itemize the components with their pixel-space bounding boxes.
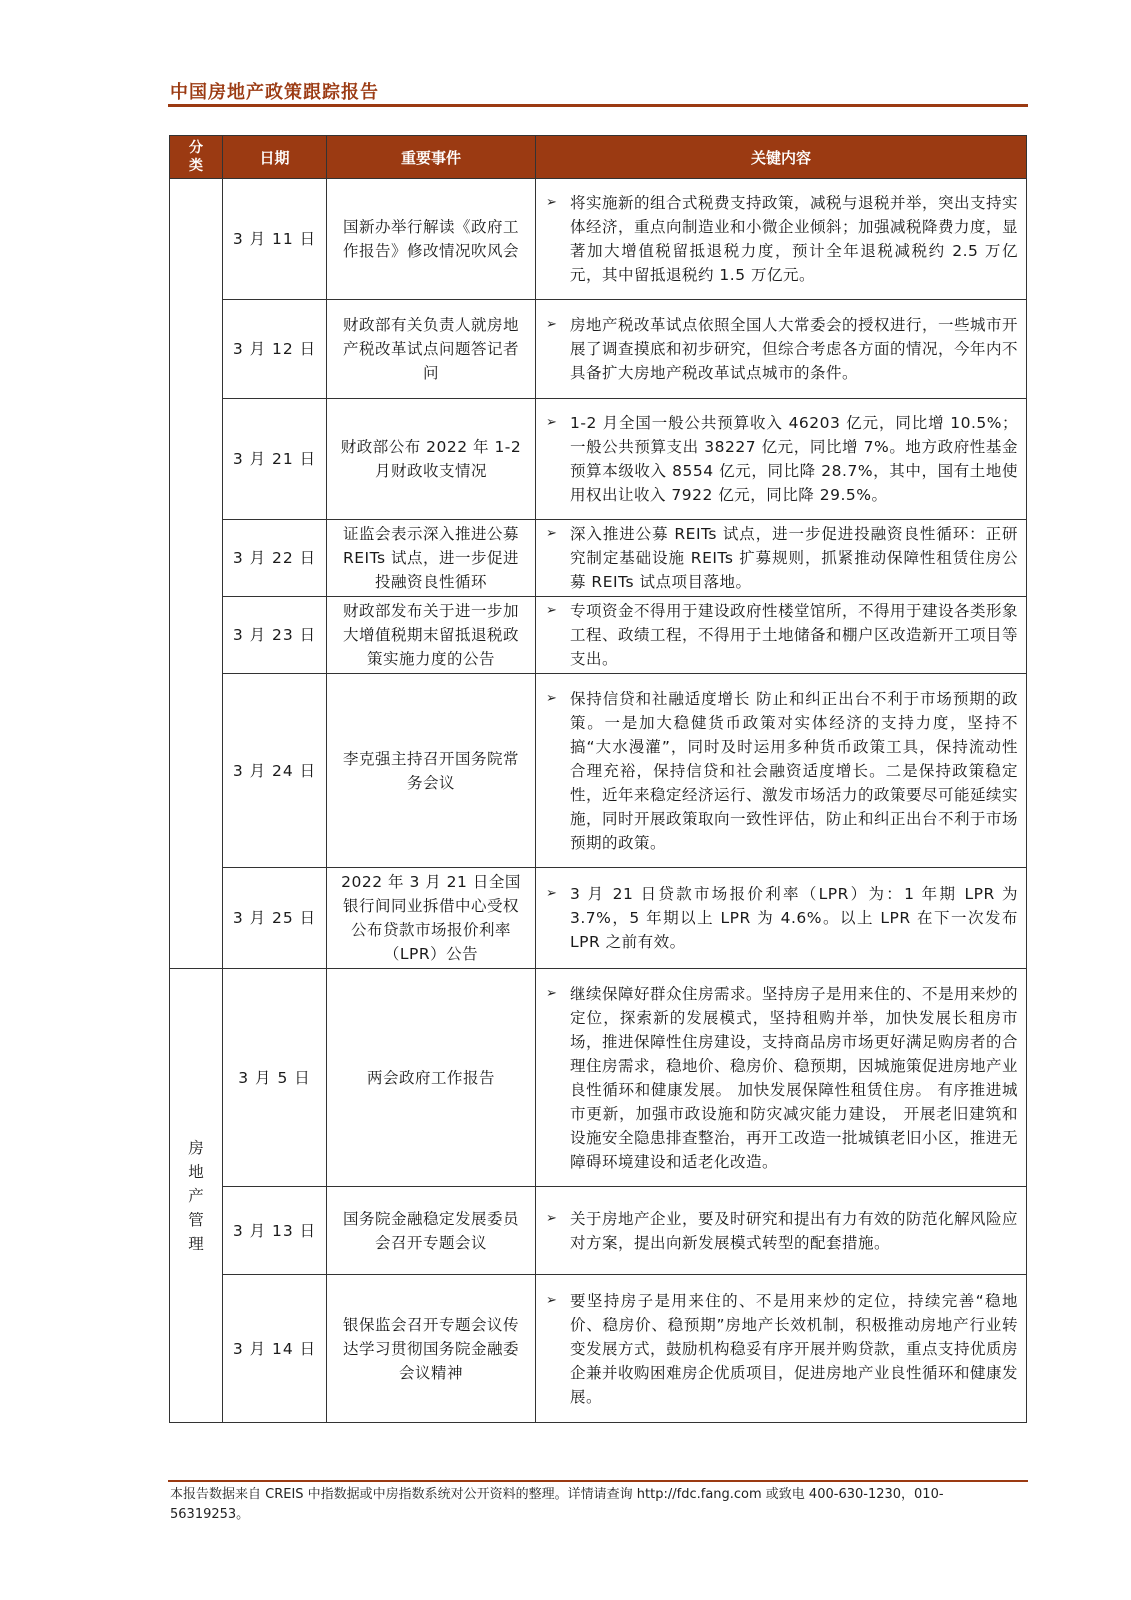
category-cell: 房 地 产 管 理 [170, 969, 223, 1423]
content-bullet [546, 522, 1018, 594]
arrow-bullet-icon: ➢ [546, 317, 557, 332]
event-cell: 李克强主持召开国务院常务会议 [327, 674, 536, 868]
content-cell [536, 399, 1027, 520]
content-cell [536, 674, 1027, 868]
content-bullet [546, 1289, 1018, 1409]
content-text: 深入推进公募 REITs 试点，进一步促进投融资良性循环：正研究制定基础设施 REITs 扩募规则，抓紧推动保障性租赁住房公募 REITs 试点项目落地。 [570, 525, 1018, 591]
content-cell [536, 520, 1027, 597]
policy-table [169, 135, 1027, 1423]
content-cell [536, 868, 1027, 969]
arrow-bullet-icon: ➢ [546, 195, 557, 210]
footer-note: 本报告数据来自 CREIS 中指数据或中房指数系统对公开资料的整理。详情请查询 http://fdc.fang.com 或致电 400-630-1230，010-56319253。 [170, 1487, 944, 1522]
table-row [170, 179, 1027, 300]
header-date: 日期 [223, 136, 327, 179]
date-cell: 3 月 21 日 [223, 399, 327, 520]
event-cell: 两会政府工作报告 [327, 969, 536, 1187]
table-row [170, 300, 1027, 399]
date-cell: 3 月 24 日 [223, 674, 327, 868]
arrow-bullet-icon: ➢ [546, 1292, 557, 1308]
date-cell: 3 月 25 日 [223, 868, 327, 969]
table-row [170, 1275, 1027, 1423]
content-cell [536, 969, 1027, 1187]
date-cell: 3 月 23 日 [223, 597, 327, 674]
header-event: 重要事件 [327, 136, 536, 179]
table-row [170, 1187, 1027, 1275]
arrow-bullet-icon: ➢ [546, 1210, 557, 1226]
content-text: 房地产税改革试点依照全国人大常委会的授权进行，一些城市开展了调查摸底和初步研究，但综合考虑各方面的情况，今年内不具备扩大房地产税改革试点城市的条件。 [570, 316, 1019, 382]
table-row [170, 868, 1027, 969]
arrow-bullet-icon: ➢ [546, 985, 557, 1001]
content-bullet [546, 411, 1018, 507]
table-row [170, 674, 1027, 868]
date-cell: 3 月 5 日 [223, 969, 327, 1187]
content-bullet [546, 882, 1018, 954]
event-cell: 财政部有关负责人就房地产税改革试点问题答记者问 [327, 300, 536, 399]
content-text: 3 月 21 日贷款市场报价利率（LPR）为：1 年期 LPR 为 3.7%，5 年期以上 LPR 为 4.6%。以上 LPR 在下一次发布 LPR 之前有效。 [570, 885, 1018, 951]
content-text: 专项资金不得用于建设政府性楼堂馆所，不得用于建设各类形象工程、政绩工程，不得用于土地储备和棚户区改造新开工项目等支出。 [570, 602, 1019, 668]
report-title: 中国房地产政策跟踪报告 [170, 82, 379, 103]
content-bullet [546, 191, 1018, 287]
event-cell: 证监会表示深入推进公募 REITs 试点，进一步促进投融资良性循环 [327, 520, 536, 597]
date-cell: 3 月 11 日 [223, 179, 327, 300]
content-bullet [546, 599, 1018, 671]
content-bullet [546, 313, 1018, 385]
date-cell: 3 月 13 日 [223, 1187, 327, 1275]
event-cell: 银保监会召开专题会议传达学习贯彻国务院金融委会议精神 [327, 1275, 536, 1423]
content-cell [536, 1187, 1027, 1275]
event-cell: 国务院金融稳定发展委员会召开专题会议 [327, 1187, 536, 1275]
content-bullet [546, 687, 1018, 855]
category-cell [170, 179, 223, 969]
event-cell: 国新办举行解读《政府工作报告》修改情况吹风会 [327, 179, 536, 300]
content-text: 继续保障好群众住房需求。坚持房子是用来住的、不是用来炒的定位，探索新的发展模式，坚持租购并举，加快发展长租房市场，推进保障性住房建设，支持商品房市场更好满足购房者的合理住房需求，稳地价、稳房价、稳预期，因城施策促进房地产业良性循环和健康发展。 加快发展保障性租赁住房。 有序推进城市更新，加强市政设施和防灾减灾能力建设， 开展老旧建筑和设施安全隐患排查整治，再开工改造一批城镇老旧小区，推进无障碍环境建设和适老化改造。 [570, 984, 1019, 1171]
date-cell: 3 月 14 日 [223, 1275, 327, 1423]
arrow-bullet-icon: ➢ [546, 415, 557, 430]
content-cell [536, 300, 1027, 399]
table-row [170, 520, 1027, 597]
arrow-bullet-icon: ➢ [546, 690, 557, 706]
content-text: 将实施新的组合式税费支持政策，减税与退税并举，突出支持实体经济，重点向制造业和小微企业倾斜；加强减税降费力度，显著加大增值税留抵退税力度，预计全年退税减税约 2.5 万亿元，其中留抵退税约 1.5 万亿元。 [570, 194, 1019, 284]
event-cell: 财政部发布关于进一步加大增值税期末留抵退税政策实施力度的公告 [327, 597, 536, 674]
arrow-bullet-icon: ➢ [546, 526, 557, 541]
content-text: 关于房地产企业，要及时研究和提出有力有效的防范化解风险应对方案，提出向新发展模式转型的配套措施。 [570, 1209, 1019, 1252]
content-bullet [546, 1207, 1018, 1255]
content-cell [536, 597, 1027, 674]
content-text: 要坚持房子是用来住的、不是用来炒的定位，持续完善“稳地价、稳房价、稳预期”房地产长效机制，积极推动房地产行业转变发展方式，鼓励机构稳妥有序开展并购贷款，重点支持优质房企兼并收购困难房企优质项目，促进房地产业良性循环和健康发展。 [570, 1291, 1019, 1406]
header-content: 关键内容 [536, 136, 1027, 179]
footer-divider [168, 1480, 1028, 1482]
header-divider [168, 104, 1028, 107]
content-bullet [546, 982, 1018, 1174]
arrow-bullet-icon: ➢ [546, 886, 557, 901]
table-row [170, 597, 1027, 674]
content-cell [536, 1275, 1027, 1423]
content-text: 1-2 月全国一般公共预算收入 46203 亿元，同比增 10.5%；一般公共预算支出 38227 亿元，同比增 7%。地方政府性基金预算本级收入 8554 亿元，同比降 28.7%，其中，国有土地使用权出让收入 7922 亿元，同比降 29.5%。 [570, 414, 1018, 504]
table-row [170, 969, 1027, 1187]
header-category: 分 类 [170, 136, 223, 179]
date-cell: 3 月 12 日 [223, 300, 327, 399]
event-cell: 财政部公布 2022 年 1-2 月财政收支情况 [327, 399, 536, 520]
content-cell [536, 179, 1027, 300]
table-header-row [170, 136, 1027, 179]
arrow-bullet-icon: ➢ [546, 603, 557, 618]
table-row [170, 399, 1027, 520]
event-cell: 2022 年 3 月 21 日全国银行间同业拆借中心受权公布贷款市场报价利率（LPR）公告 [327, 868, 536, 969]
content-text: 保持信贷和社融适度增长 防止和纠正出台不利于市场预期的政策。一是加大稳健货币政策对实体经济的支持力度，坚持不搞“大水漫灌”，同时及时运用多种货币政策工具，保持流动性合理充裕，保持信贷和社会融资适度增长。二是保持政策稳定性，近年来稳定经济运行、激发市场活力的政策要尽可能延续实施，同时开展政策取向一致性评估，防止和纠正出台不利于市场预期的政策。 [570, 689, 1019, 852]
date-cell: 3 月 22 日 [223, 520, 327, 597]
